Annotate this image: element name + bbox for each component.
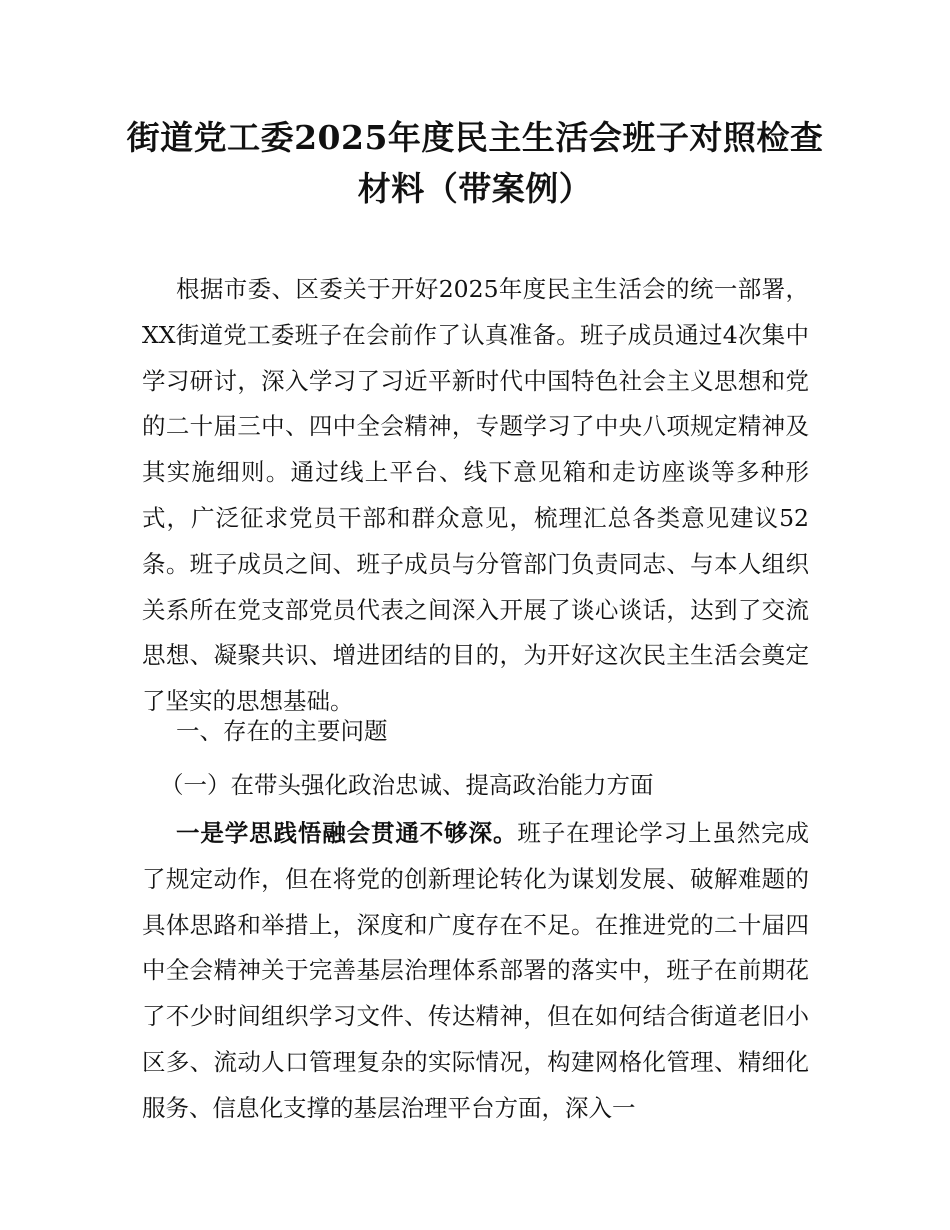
document-title: 街道党工委2025年度民主生活会班子对照检查材料（带案例） [126,118,824,208]
intro-paragraph: 根据市委、区委关于开好2025年度民主生活会的统一部署，XX街道党工委班子在会前作了认真准备。班子成员通过4次集中学习研讨，深入学习了习近平新时代中国特色社会主义思想和党的二十届三中、四中全会精神，专题学习了中央八项规定精神及其实施细则。通过线上平台、线下意见箱和走访座谈等多种形式，广泛征求党员干部和群众意见，梳理汇总各类意见建议52条。班子成员之间、班子成员与分管部门负责同志、与本人组织关系所在党支部党员代表之间深入开展了谈心谈话，达到了交流思想、凝聚共识、增进团结的目的，为开好这次民主生活会奠定了坚实的思想基础。 [142,275,809,716]
problem-lead-sentence: 一是学思践悟融会贯通不够深。 [176,819,518,847]
problem-paragraph [142,811,809,1132]
subsection-heading: （一）在带头强化政治忠诚、提高政治能力方面 [160,771,654,799]
section-heading: 一、存在的主要问题 [176,717,388,745]
problem-body-text: 班子在理论学习上虽然完成了规定动作，但在将党的创新理论转化为谋划发展、破解难题的具体思路和举措上，深度和广度存在不足。在推进党的二十届四中全会精神关于完善基层治理体系部署的落实中，班子在前期花了不少时间组织学习文件、传达精神，但在如何结合街道老旧小区多、流动人口管理复杂的实际情况，构建网格化管理、精细化服务、信息化支撑的基层治理平台方面，深入一 [142,819,810,1122]
